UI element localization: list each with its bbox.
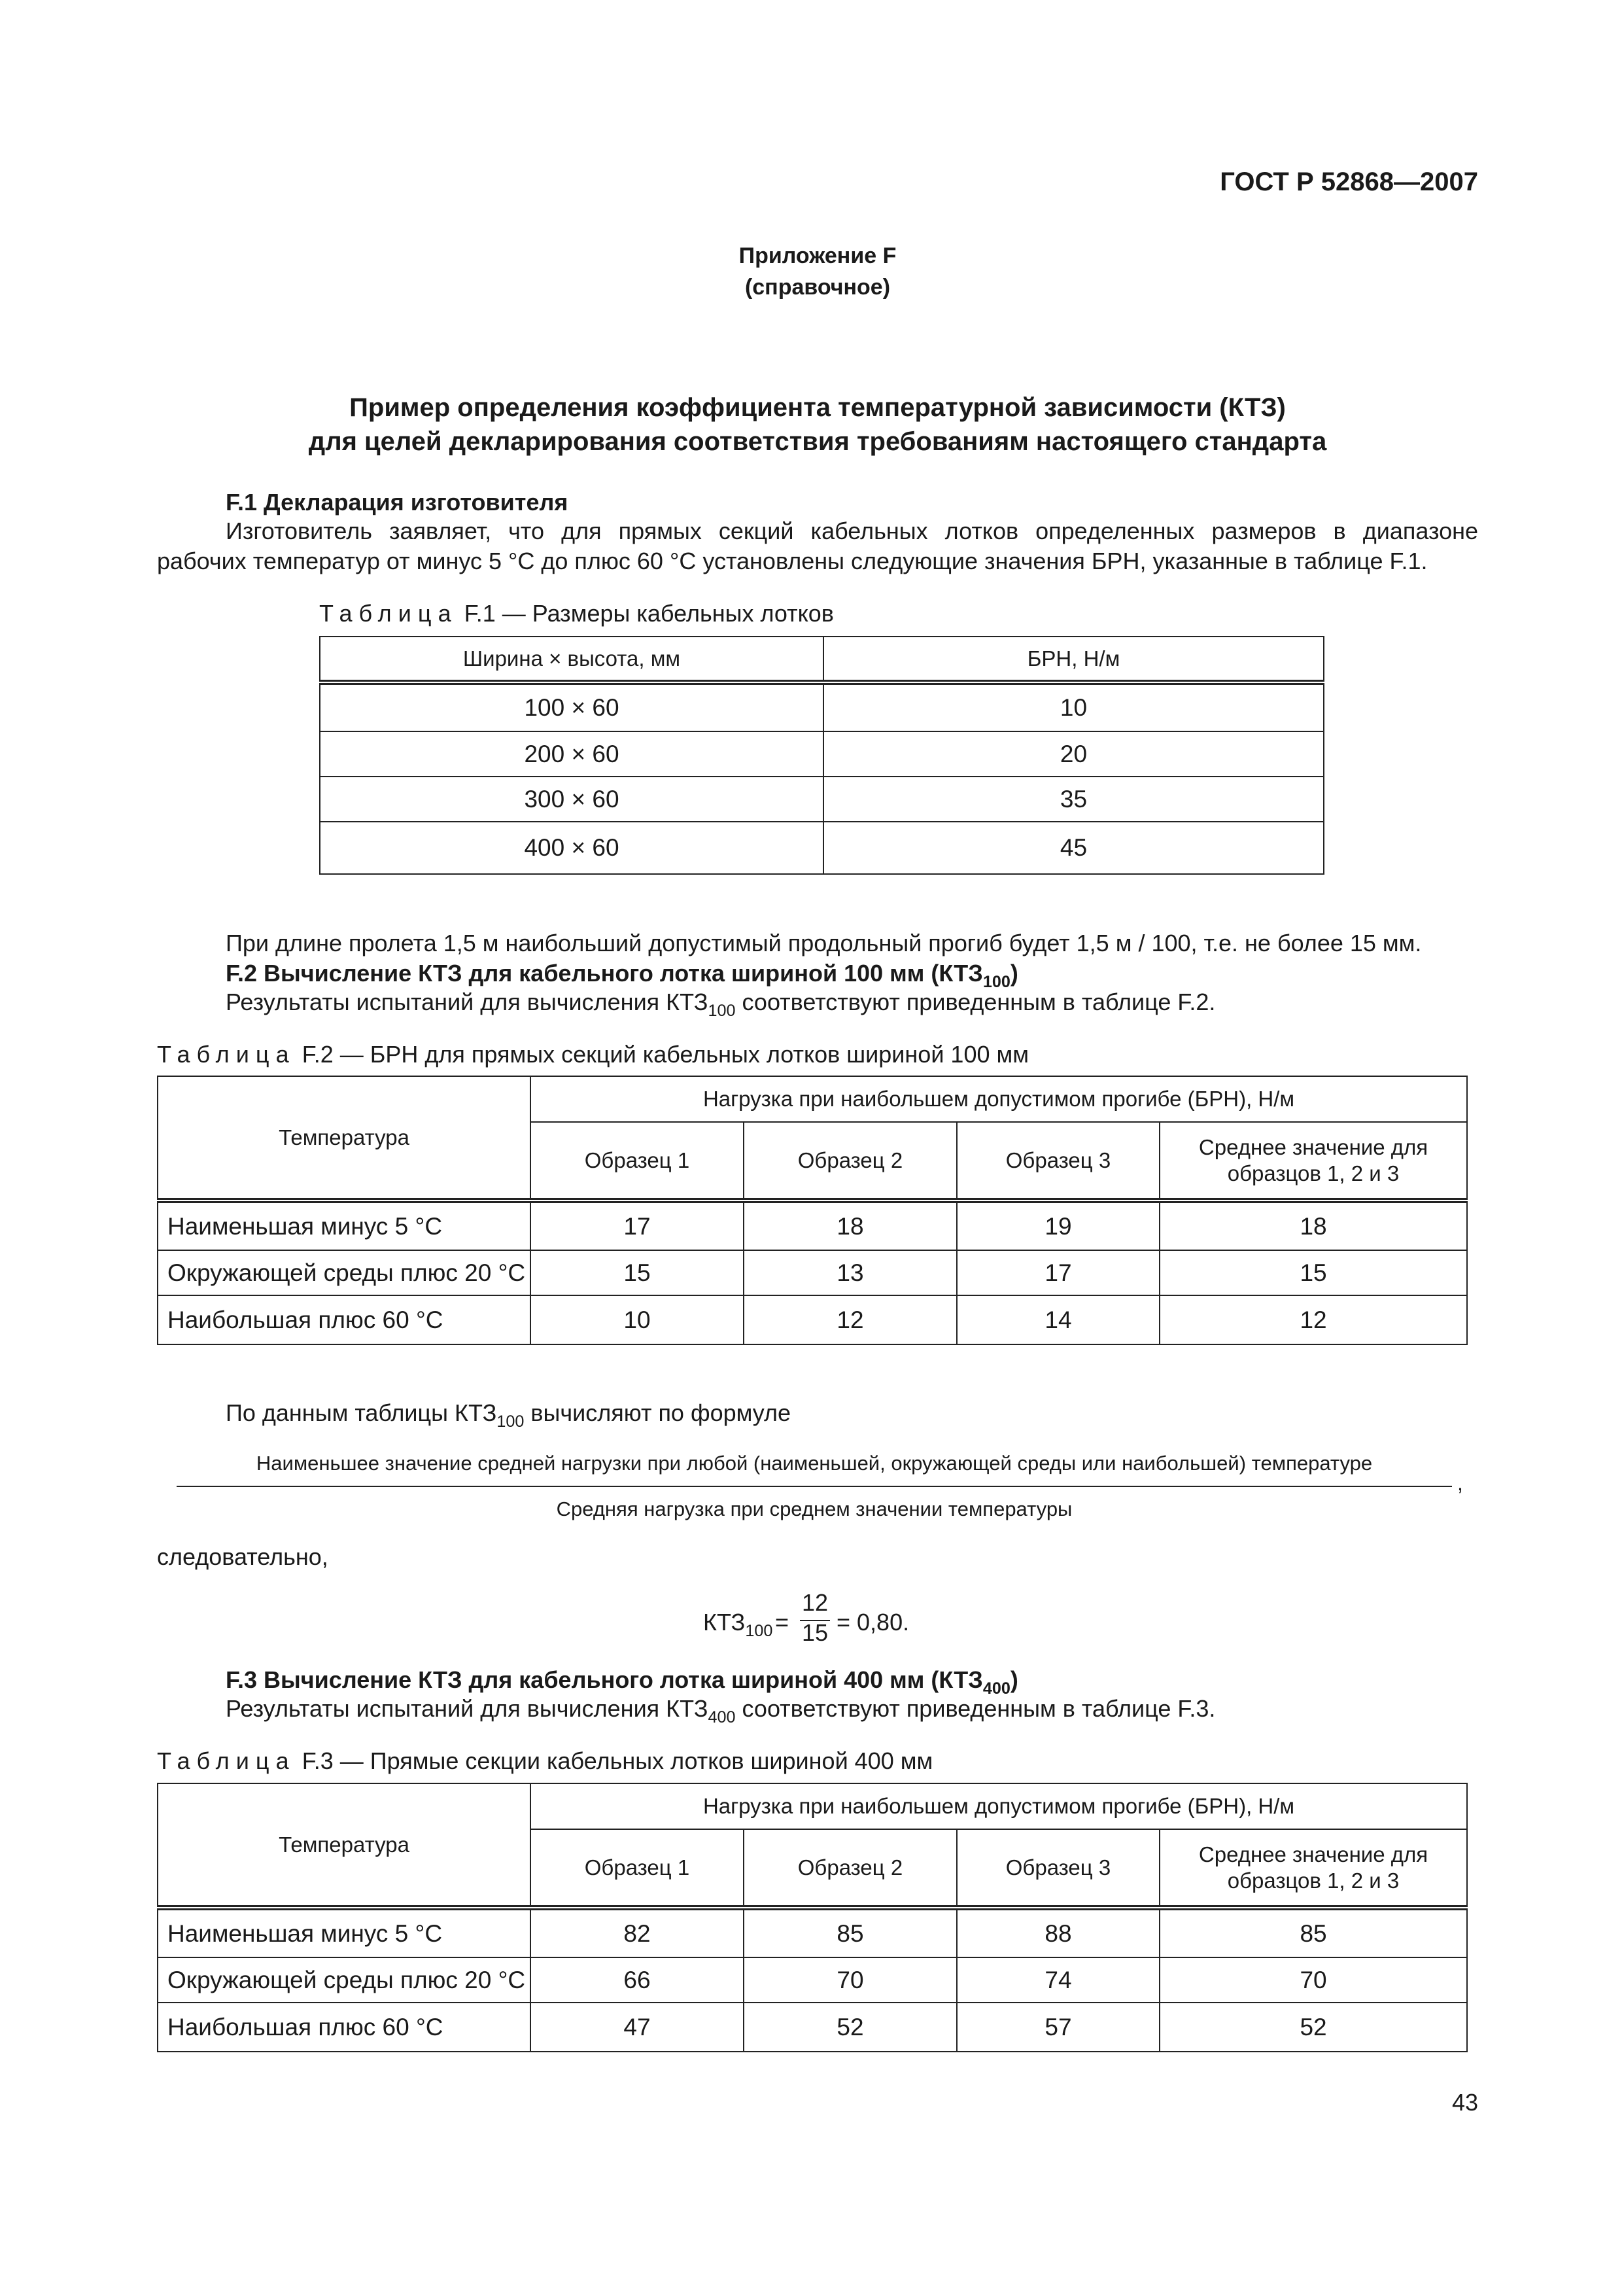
calc-result: = 0,80. [837, 1609, 910, 1636]
ktz100-calculation [703, 1588, 939, 1660]
table-f2-cell: 12 [1160, 1295, 1467, 1344]
table-f1-caption [319, 599, 834, 628]
table-f2-cell: 15 [1160, 1250, 1467, 1295]
section-f2-heading-end: ) [1010, 960, 1018, 987]
table-f3-caption-text: F.3 — Прямые секции кабельных лотков шириной 400 мм [295, 1747, 933, 1774]
section-f1-heading: F.1 Декларация изготовителя [226, 489, 568, 516]
main-title-line2: для целей декларирования соответствия требованиям настоящего стандарта [308, 427, 1327, 456]
table-f3-cell: 88 [957, 1908, 1160, 1957]
table-f3-header-mean-line1: Среднее значение для [1198, 1842, 1428, 1866]
table-f1-caption-text: F.1 — Размеры кабельных лотков [457, 600, 834, 627]
section-f3-heading [226, 1666, 1018, 1698]
table-row [320, 777, 1324, 822]
appendix-title: Приложение F [738, 243, 897, 268]
table-f2-header-group: Нагрузка при наибольшем допустимом прогибе (БРН), Н/м [530, 1076, 1467, 1122]
formula-intro [226, 1399, 791, 1431]
table-f3-header-mean [1160, 1829, 1467, 1908]
table-f1-cell-size: 300 × 60 [320, 777, 823, 822]
table-f3-header-temperature: Температура [158, 1783, 530, 1908]
section-f2-heading-sub: 100 [982, 972, 1011, 991]
table-f1-cell-load: 45 [823, 822, 1324, 874]
section-f3-heading-sub: 400 [982, 1679, 1011, 1698]
table-f3-caption-prefix: Таблица [157, 1747, 296, 1774]
table-f1-header-size: Ширина × высота, мм [320, 637, 823, 682]
table-f3-cell: 52 [744, 2003, 957, 2052]
table-f3-caption [157, 1747, 933, 1776]
table-f2-cell: 15 [530, 1250, 744, 1295]
section-f2-para-end: соответствуют приведенным в таблице F.2. [735, 989, 1216, 1015]
section-f2-para-sub: 100 [708, 1001, 736, 1020]
calc-lhs-sub: 100 [745, 1621, 773, 1640]
table-f2-caption [157, 1040, 1029, 1069]
section-f3-paragraph [226, 1694, 1216, 1726]
table-f3-header-group: Нагрузка при наибольшем допустимом прогибе (БРН), Н/м [530, 1783, 1467, 1829]
table-f2-row-label: Окружающей среды плюс 20 °С [158, 1250, 530, 1295]
table-f2-header-mean-line1: Среднее значение для [1198, 1134, 1428, 1159]
table-f1-caption-prefix: Таблица [319, 600, 458, 627]
table-f3-header-mean-line2: образцов 1, 2 и 3 [1227, 1868, 1400, 1893]
table-f1-cell-size: 200 × 60 [320, 731, 823, 777]
table-f2-header-sample2: Образец 2 [744, 1122, 957, 1200]
table-row [320, 731, 1324, 777]
table-f3-header-sample3: Образец 3 [957, 1829, 1160, 1908]
section-f3-heading-text: F.3 Вычисление КТЗ для кабельного лотка шириной 400 мм (КТЗ [226, 1666, 983, 1693]
consequently-text: следовательно, [157, 1543, 328, 1570]
table-f1-cell-load: 20 [823, 731, 1324, 777]
table-f3-row-label: Окружающей среды плюс 20 °С [158, 1957, 530, 2003]
table-f2 [157, 1076, 1468, 1345]
section-f3-para-end: соответствуют приведенным в таблице F.3. [735, 1695, 1216, 1722]
table-f1-cell-size: 100 × 60 [320, 682, 823, 731]
table-f2-header-temperature: Температура [158, 1076, 530, 1200]
table-f2-cell: 18 [1160, 1200, 1467, 1250]
formula-numerator: Наименьшее значение средней нагрузки при любой (наименьшей, окружающей среды или наибольшей) температуре [256, 1452, 1373, 1475]
calc-equals: = [775, 1609, 789, 1636]
table-f2-header-mean-line2: образцов 1, 2 и 3 [1227, 1161, 1400, 1185]
table-f2-cell: 19 [957, 1200, 1160, 1250]
table-f2-cell: 18 [744, 1200, 957, 1250]
table-f1-cell-size: 400 × 60 [320, 822, 823, 874]
table-f2-header-mean [1160, 1122, 1467, 1200]
table-f3-cell: 74 [957, 1957, 1160, 2003]
section-f1-paragraph-line1: Изготовитель заявляет, что для прямых секций кабельных лотков определенных размеров в диапазоне [226, 517, 1478, 544]
section-f3-para-sub: 400 [708, 1708, 736, 1726]
formula-fraction-line [177, 1486, 1452, 1487]
table-f3-cell: 70 [1160, 1957, 1467, 2003]
calc-lhs-text: КТЗ [703, 1609, 746, 1636]
formula-trailing-comma: , [1457, 1471, 1463, 1495]
span-deflection-note: При длине пролета 1,5 м наибольший допустимый продольный прогиб будет 1,5 м / 100, т.е. не более 15 мм. [226, 930, 1422, 956]
calc-denominator: 15 [801, 1619, 829, 1646]
table-f3-cell: 52 [1160, 2003, 1467, 2052]
table-f2-header-row1 [158, 1076, 1467, 1122]
section-f3-heading-end: ) [1010, 1666, 1018, 1693]
table-f2-caption-prefix: Таблица [157, 1041, 296, 1068]
section-f1-paragraph-line2: рабочих температур от минус 5 °С до плюс 60 °С установлены следующие значения БРН, указанные в таблице F.1. [157, 548, 1428, 574]
table-f2-cell: 17 [530, 1200, 744, 1250]
section-f2-heading [226, 959, 1018, 991]
table-row [158, 1908, 1467, 1957]
page-number: 43 [1451, 2089, 1478, 2116]
section-f2-paragraph [226, 988, 1216, 1020]
formula-intro-end: вычисляют по формуле [524, 1399, 791, 1426]
table-row [158, 1295, 1467, 1344]
table-f2-row-label: Наименьшая минус 5 °С [158, 1200, 530, 1250]
table-f1-cell-load: 35 [823, 777, 1324, 822]
table-f2-cell: 17 [957, 1250, 1160, 1295]
section-f3-para-start: Результаты испытаний для вычисления КТЗ [226, 1695, 708, 1722]
standard-number: ГОСТ Р 52868—2007 [1220, 167, 1478, 196]
table-row [320, 822, 1324, 874]
table-f1 [319, 636, 1324, 875]
section-f2-para-start: Результаты испытаний для вычисления КТЗ [226, 989, 708, 1015]
table-f1-header-load: БРН, Н/м [823, 637, 1324, 682]
table-row [158, 2003, 1467, 2052]
table-f3-cell: 85 [1160, 1908, 1467, 1957]
formula-intro-sub: 100 [496, 1412, 525, 1431]
table-f2-caption-text: F.2 — БРН для прямых секций кабельных лотков шириной 100 мм [295, 1041, 1029, 1068]
table-f1-header-row [320, 637, 1324, 682]
table-f3-header-row1 [158, 1783, 1467, 1829]
calc-lhs [703, 1608, 773, 1640]
table-f3-cell: 70 [744, 1957, 957, 2003]
appendix-subtitle: (справочное) [744, 275, 891, 300]
table-f2-cell: 10 [530, 1295, 744, 1344]
table-row [158, 1957, 1467, 2003]
table-f2-header-sample3: Образец 3 [957, 1122, 1160, 1200]
table-f3-cell: 82 [530, 1908, 744, 1957]
table-row [320, 682, 1324, 731]
table-f3-header-sample2: Образец 2 [744, 1829, 957, 1908]
table-f3-cell: 66 [530, 1957, 744, 2003]
formula-intro-start: По данным таблицы КТЗ [226, 1399, 497, 1426]
table-f3-cell: 85 [744, 1908, 957, 1957]
table-f3-row-label: Наименьшая минус 5 °С [158, 1908, 530, 1957]
table-row [158, 1200, 1467, 1250]
section-f2-heading-text: F.2 Вычисление КТЗ для кабельного лотка шириной 100 мм (КТЗ [226, 960, 983, 987]
formula-denominator: Средняя нагрузка при среднем значении температуры [556, 1498, 1073, 1520]
table-f2-row-label: Наибольшая плюс 60 °С [158, 1295, 530, 1344]
table-f1-cell-load: 10 [823, 682, 1324, 731]
table-row [158, 1250, 1467, 1295]
table-f2-cell: 12 [744, 1295, 957, 1344]
table-f3-header-sample1: Образец 1 [530, 1829, 744, 1908]
table-f3-cell: 57 [957, 2003, 1160, 2052]
main-title-line1: Пример определения коэффициента температурной зависимости (КТЗ) [349, 393, 1286, 422]
table-f3-cell: 47 [530, 2003, 744, 2052]
calc-numerator: 12 [801, 1589, 829, 1616]
table-f2-cell: 14 [957, 1295, 1160, 1344]
table-f2-cell: 13 [744, 1250, 957, 1295]
table-f2-header-sample1: Образец 1 [530, 1122, 744, 1200]
table-f3-row-label: Наибольшая плюс 60 °С [158, 2003, 530, 2052]
table-f3 [157, 1783, 1468, 2052]
